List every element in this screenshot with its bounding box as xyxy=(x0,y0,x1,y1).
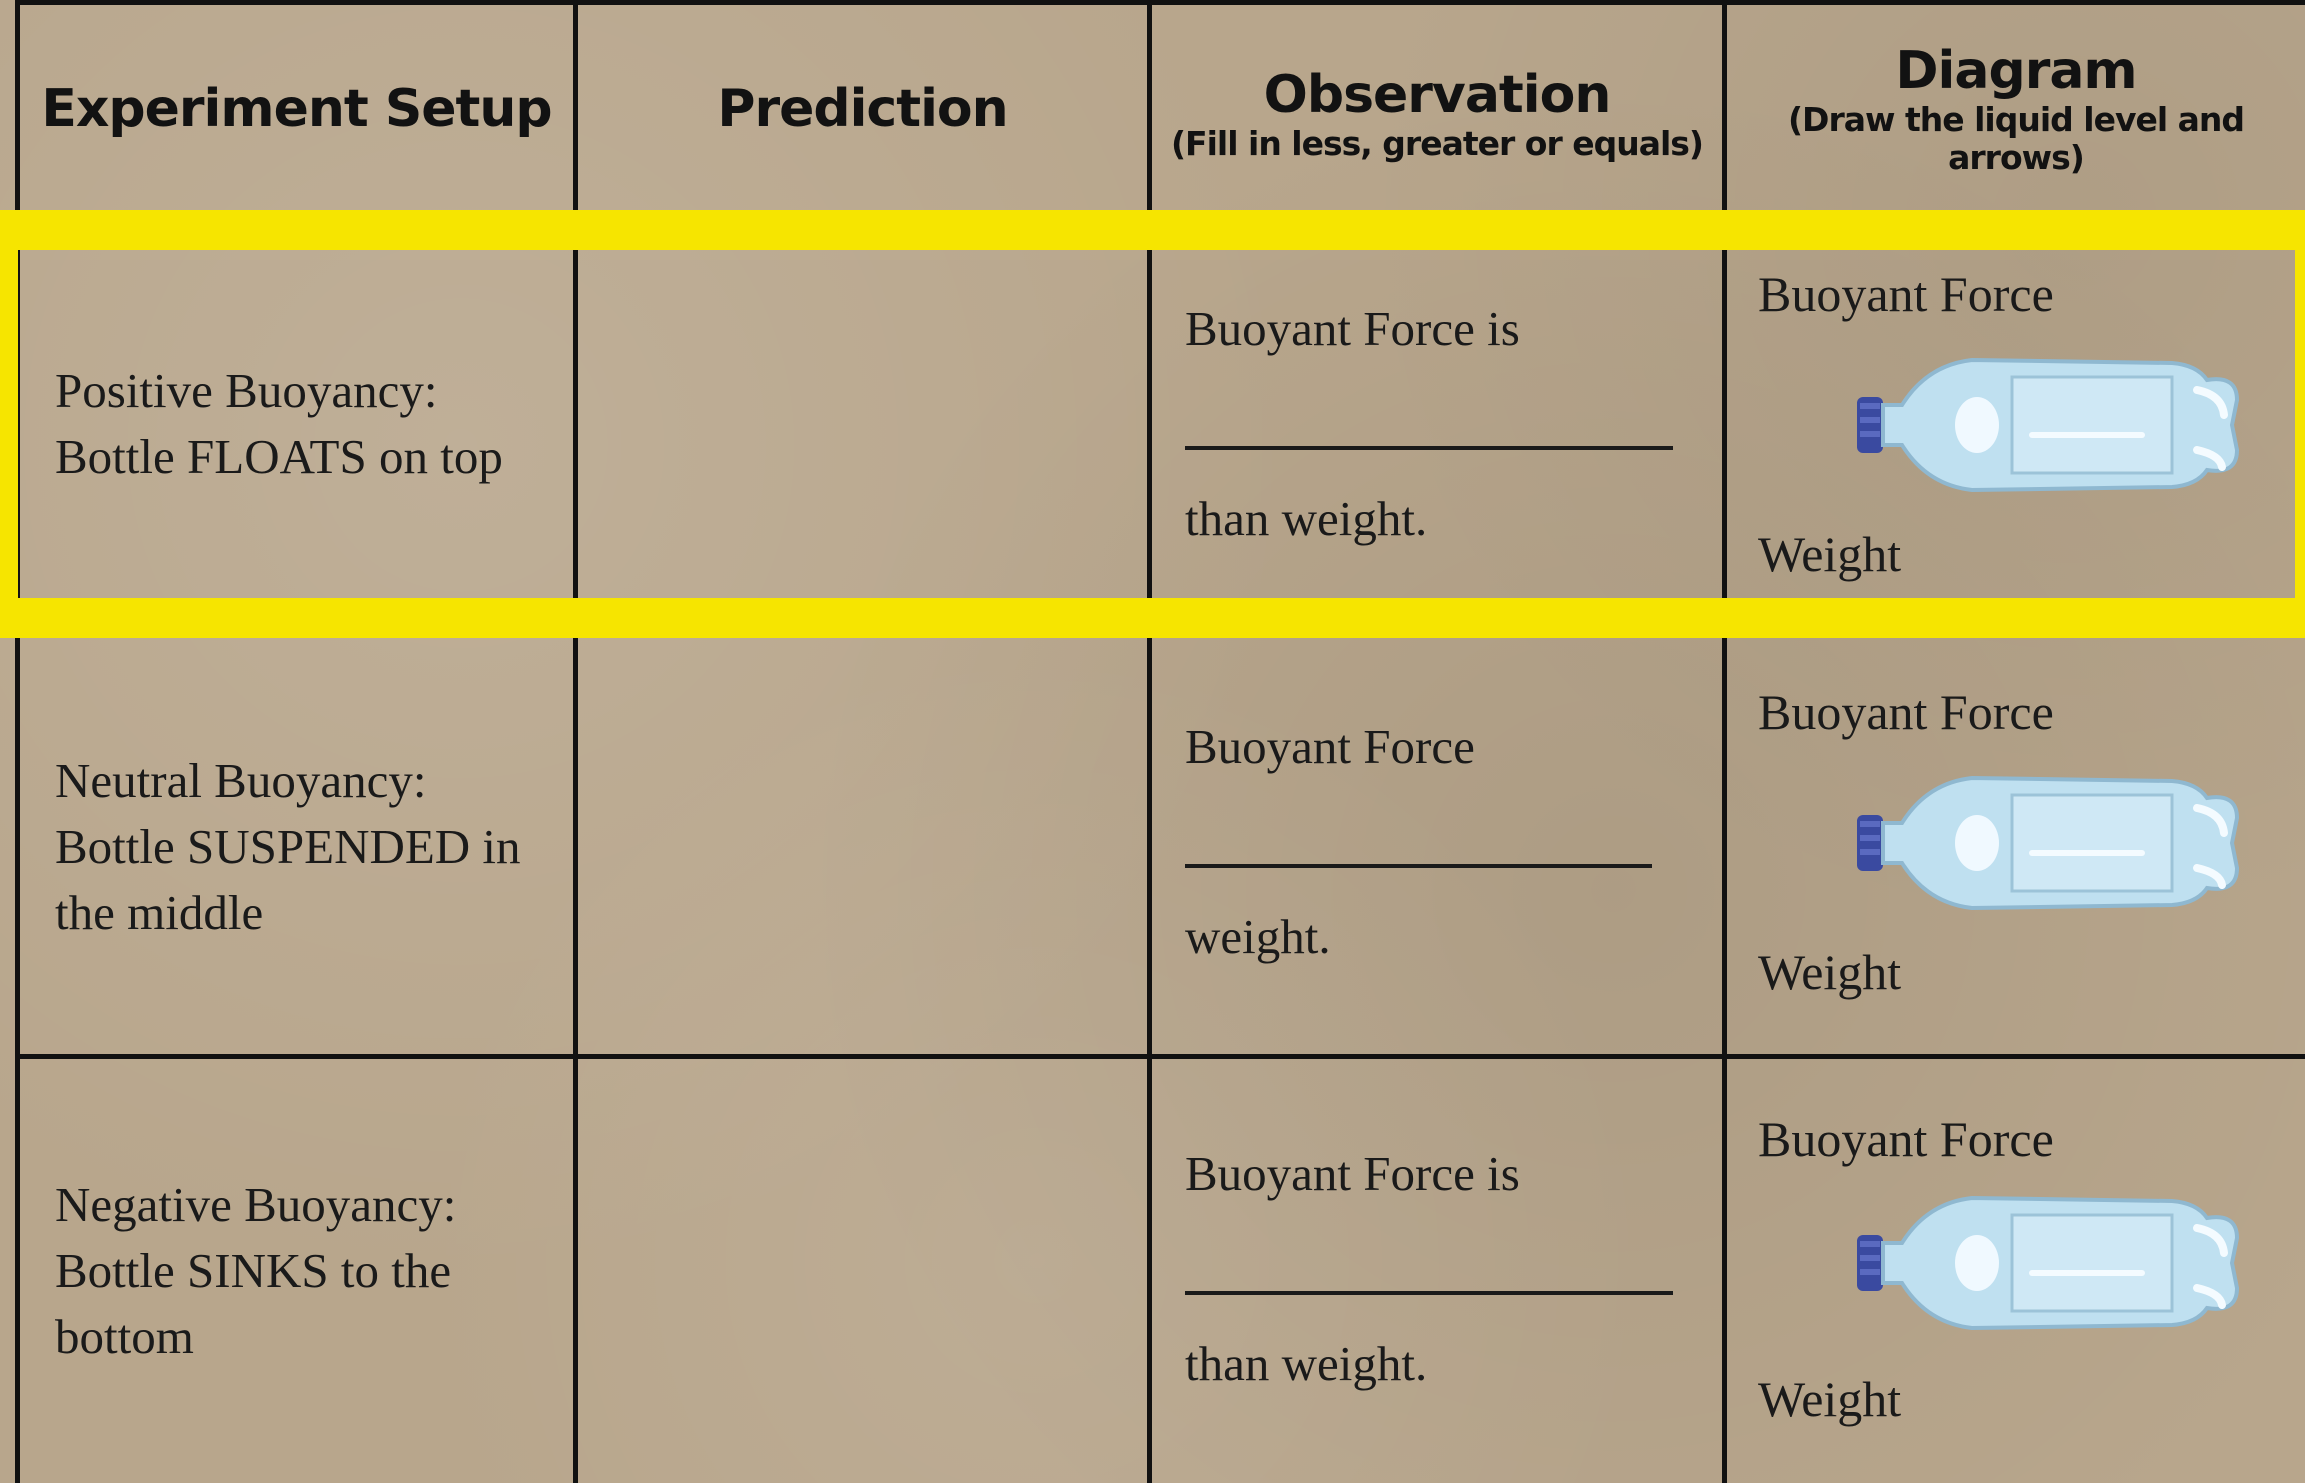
answer-blank-line[interactable] xyxy=(1185,446,1673,450)
header-prediction-label: Prediction xyxy=(717,79,1008,140)
observation-prompt: Buoyant Force xyxy=(1185,719,1475,774)
water-bottle-icon xyxy=(1852,355,2242,495)
setup-cell-neutral xyxy=(20,640,573,1054)
diagram-buoyant-force-label: Buoyant Force xyxy=(1758,1111,2054,1167)
water-bottle-icon xyxy=(1852,1193,2242,1333)
answer-blank-line[interactable] xyxy=(1185,1291,1673,1295)
setup-line: Neutral Buoyancy: xyxy=(55,753,427,808)
setup-cell-negative xyxy=(20,1059,573,1483)
prediction-cell-negative[interactable] xyxy=(578,1059,1147,1483)
diagram-weight-label: Weight xyxy=(1758,526,1902,582)
setup-line: Negative Buoyancy: xyxy=(55,1177,457,1232)
setup-cell-positive xyxy=(20,250,573,598)
header-observation-label: Observation xyxy=(1263,65,1611,126)
water-bottle-icon xyxy=(1852,773,2242,913)
setup-line: Bottle FLOATS on top xyxy=(55,429,503,484)
header-observation-sub: (Fill in less, greater or equals) xyxy=(1170,123,1704,163)
setup-line: Positive Buoyancy: xyxy=(55,363,438,418)
answer-blank-line[interactable] xyxy=(1185,864,1652,868)
diagram-weight-label: Weight xyxy=(1758,1371,1902,1427)
column-divider xyxy=(1722,0,1727,1483)
prediction-cell-neutral[interactable] xyxy=(578,640,1147,1054)
setup-line: the middle xyxy=(55,885,264,940)
prediction-cell-positive[interactable] xyxy=(578,250,1147,598)
header-diagram xyxy=(1727,25,2305,195)
header-experiment-setup xyxy=(20,5,573,215)
header-diagram-sub-2: arrows) xyxy=(1948,137,2084,177)
header-observation xyxy=(1152,30,1722,200)
diagram-weight-label: Weight xyxy=(1758,944,1902,1000)
observation-suffix: than weight. xyxy=(1185,491,1428,546)
diagram-buoyant-force-label: Buoyant Force xyxy=(1758,684,2054,740)
observation-suffix: weight. xyxy=(1185,909,1331,964)
observation-prompt: Buoyant Force is xyxy=(1185,1146,1520,1201)
column-divider xyxy=(1147,0,1152,1483)
header-diagram-label: Diagram xyxy=(1895,41,2137,102)
setup-line: bottom xyxy=(55,1309,194,1364)
diagram-buoyant-force-label: Buoyant Force xyxy=(1758,266,2054,322)
setup-line: Bottle SUSPENDED in xyxy=(55,819,521,874)
header-prediction xyxy=(578,5,1147,215)
header-diagram-sub-1: (Draw the liquid level and xyxy=(1787,99,2245,139)
header-setup-label: Experiment Setup xyxy=(41,79,552,140)
observation-suffix: than weight. xyxy=(1185,1336,1428,1391)
setup-line: Bottle SINKS to the xyxy=(55,1243,452,1298)
observation-prompt: Buoyant Force is xyxy=(1185,301,1520,356)
